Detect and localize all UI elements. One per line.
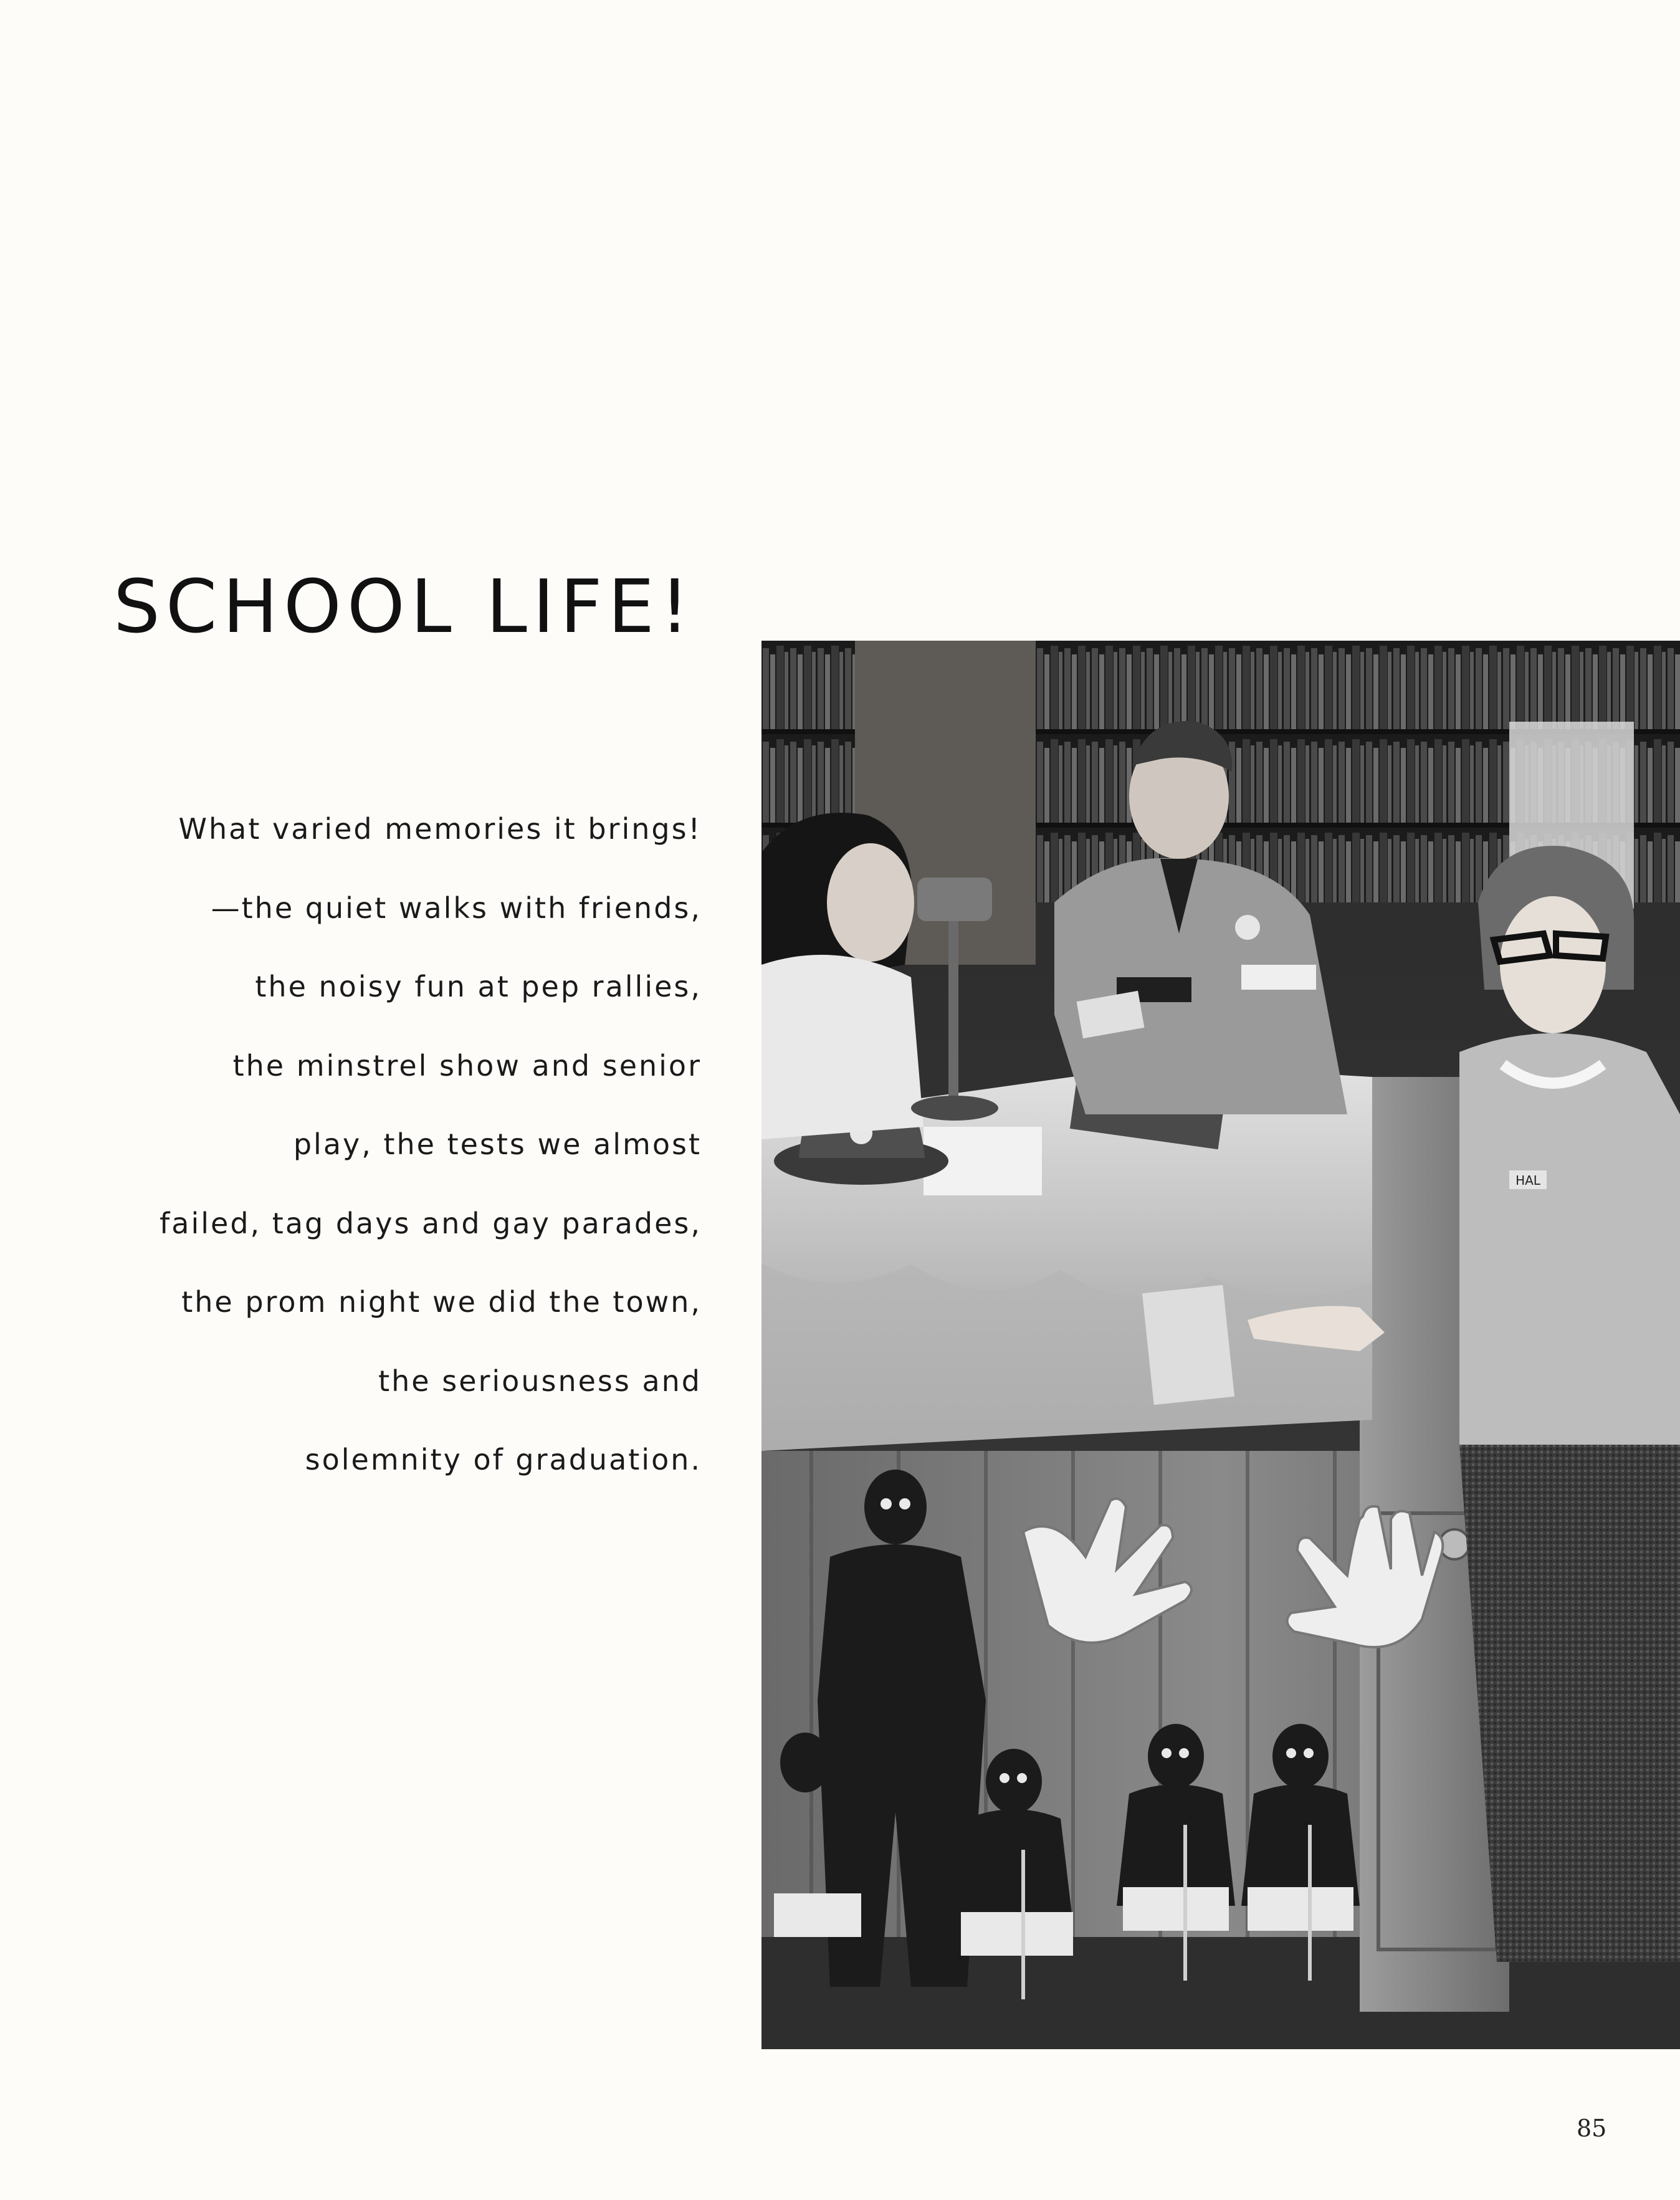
photo-collage xyxy=(761,641,1680,2049)
poem-line: the seriousness and xyxy=(378,1364,702,1398)
photo-collage-image xyxy=(761,641,1680,2049)
poem-line: the minstrel show and senior xyxy=(232,1048,702,1083)
poem-line: the prom night we did the town, xyxy=(181,1285,702,1319)
poem-line: failed, tag days and gay parades, xyxy=(160,1206,702,1240)
poem-line: —the quiet walks with friends, xyxy=(211,891,702,925)
section-heading: SCHOOL LIFE! xyxy=(113,563,695,649)
poem-line: What varied memories it brings! xyxy=(178,812,702,846)
name-badge-text: HAL xyxy=(1515,1173,1540,1188)
page-number: 85 xyxy=(1577,2115,1607,2142)
poem-line: the noisy fun at pep rallies, xyxy=(255,970,702,1003)
poem-line: play, the tests we almost xyxy=(293,1127,702,1161)
intro-poem xyxy=(110,813,702,1523)
poem-line: solemnity of graduation. xyxy=(305,1443,702,1476)
